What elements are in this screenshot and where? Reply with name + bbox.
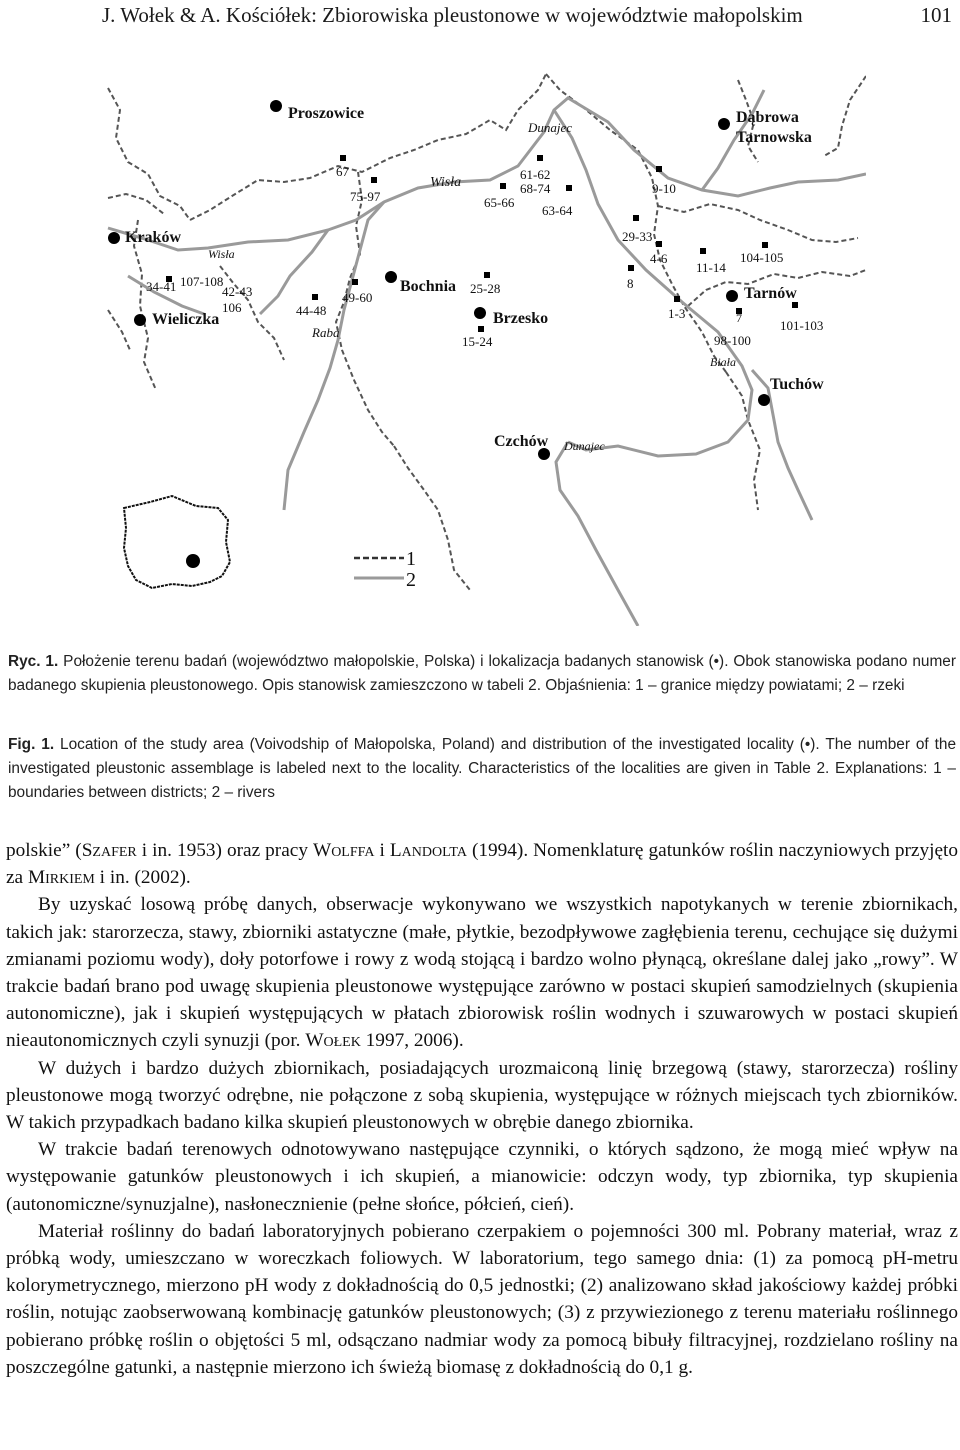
text-run: polskie” ( bbox=[6, 840, 82, 861]
page-number: 101 bbox=[920, 3, 952, 27]
river-label-wisla-west: Wisła bbox=[208, 247, 235, 261]
paragraph-1 bbox=[6, 837, 958, 891]
text-run: 1997, 2006). bbox=[360, 1030, 464, 1052]
site-marker bbox=[352, 279, 358, 285]
author-name: Wołek bbox=[305, 1030, 361, 1052]
town-marker-wieliczka bbox=[134, 314, 146, 326]
site-label: 49-60 bbox=[342, 290, 373, 305]
site-label: 9-10 bbox=[652, 181, 676, 196]
paragraph-4: W trakcie badań terenowych odnotowywano następujące czynniki, o których sądzono, że mogą mieć wpływ na występowanie gatunków pleustonowych i ich skupień, a mianowicie: odczyn wody, typ zbiornika, typ skupienia (autonomiczne/synuzjalne), nasłonecznienie (pełne słońce, półcień, cień). bbox=[6, 1139, 958, 1215]
town-marker-krakow bbox=[108, 232, 120, 244]
town-label-czchow: Czchów bbox=[494, 433, 549, 450]
running-title: J. Wołek & A. Kościółek: Zbiorowiska pleustonowe w województwie małopolskim bbox=[102, 3, 803, 27]
town-label-tuchow: Tuchów bbox=[770, 376, 824, 393]
site-marker bbox=[566, 185, 572, 191]
author-name: Szafer bbox=[81, 840, 137, 861]
site-marker bbox=[484, 272, 490, 278]
author-name: Mirkiem bbox=[27, 867, 95, 889]
town-label-krakow: Kraków bbox=[125, 229, 181, 246]
caption-label-pl: Ryc. 1. bbox=[8, 653, 59, 670]
site-marker bbox=[792, 302, 798, 308]
site-marker bbox=[340, 155, 346, 161]
site-label: 44-48 bbox=[296, 303, 327, 318]
site-label: 106 bbox=[222, 300, 242, 315]
author-name: Wolffa bbox=[313, 840, 375, 861]
site-label: 34-41 bbox=[146, 279, 177, 294]
site-label: 1-3 bbox=[668, 306, 686, 321]
text-run: (1994). Nomenklaturę gatunków roślin naczyniowych przyjęto za bbox=[6, 840, 959, 889]
legend-label-2: 2 bbox=[406, 569, 416, 591]
town-label-tarnow: Tarnów bbox=[744, 285, 797, 302]
poland-inset-marker bbox=[186, 554, 200, 568]
site-label: 67 bbox=[336, 164, 349, 179]
text-run: i bbox=[374, 840, 390, 861]
town-marker-dabrowa bbox=[718, 118, 730, 130]
site-marker bbox=[762, 242, 768, 248]
paragraph-2 bbox=[6, 891, 958, 1054]
site-marker bbox=[371, 177, 377, 183]
text-run: By uzyskać losową próbę danych, obserwacje wykonywano we wszystkich napotykanych w terenie zbiornikach, takich jak: starorzecza, stawy, zbiorniki astatyczne (małe, płytkie, bezodpływowe zagłębienia terenu, cechujące się dużymi zmianami poziomu wody), doły potorfowe i rowy z wodą stojącą i bardzo wolno płynącą, określane dalej jako „rowy”. W trakcie badań brano pod uwagę skupienia pleustonowe występujące zarówno w postaci skupień samodzielnych (skupienia autonomiczne), jak i skupień występujących w płatach zbiorowisk roślin wodnych i szuwarowych w postaci skupień nieautonomicznych czyli synuzji (por. bbox=[6, 894, 958, 1052]
town-marker-tarnow bbox=[726, 290, 738, 302]
site-label: 107-108 bbox=[180, 274, 224, 289]
author-name: Landolta bbox=[389, 840, 467, 861]
site-marker bbox=[312, 294, 318, 300]
town-label-proszowice: Proszowice bbox=[288, 105, 365, 122]
river-label-biala: Biała bbox=[710, 355, 736, 369]
town-label-dabrowa-1: Dąbrowa bbox=[736, 109, 799, 126]
site-marker bbox=[633, 215, 639, 221]
map-svg bbox=[98, 70, 866, 626]
town-label-wieliczka: Wieliczka bbox=[152, 311, 220, 328]
text-run: i in. (2002). bbox=[94, 867, 191, 889]
river-label-dunajec-south: Dunajec bbox=[564, 439, 605, 453]
river-label-dunajec-north: Dunajec bbox=[528, 120, 573, 135]
site-label: 4-6 bbox=[650, 251, 668, 266]
caption-label-en: Fig. 1. bbox=[8, 736, 55, 753]
site-label: 75-97 bbox=[350, 189, 381, 204]
site-marker bbox=[674, 296, 680, 302]
site-label: 42-43 bbox=[222, 284, 253, 299]
figure-caption-polish bbox=[8, 650, 956, 698]
legend-label-1: 1 bbox=[406, 548, 416, 570]
site-label: 29-33 bbox=[622, 229, 653, 244]
caption-text-en: Location of the study area (Voivodship of Małopolska, Poland) and distribution of the investigated locality (•). The number of the investigated pleustonic assemblage is labeled next to the locality. Characteristics of the localities are given in Table 2. Explanations: 1 – boundaries between districts; 2 – rivers bbox=[8, 736, 956, 801]
site-marker bbox=[700, 248, 706, 254]
site-label: 98-100 bbox=[714, 333, 751, 348]
site-label: 11-14 bbox=[696, 260, 726, 275]
town-marker-bochnia bbox=[385, 271, 397, 283]
river-label-wisla-east: Wisła bbox=[430, 175, 462, 190]
running-header bbox=[102, 2, 952, 28]
site-marker bbox=[478, 326, 484, 332]
town-label-brzesko: Brzesko bbox=[493, 310, 549, 327]
site-label: 61-62 bbox=[520, 167, 551, 182]
site-label: 7 bbox=[736, 311, 742, 325]
town-marker-tuchow bbox=[758, 394, 770, 406]
body-text bbox=[6, 837, 958, 1381]
paragraph-3: W dużych i bardzo dużych zbiornikach, posiadających urozmaiconą linię brzegową (stawy, starorzecza) rośliny pleustonowe mogą tworzyć odrębne, nie połączone z sobą skupienia, występujące w różnych miejscach tych zbiorników. W takich przypadkach badano kilka skupień pleustonowych w obrębie danego zbiornika. bbox=[6, 1057, 958, 1134]
site-label: 101-103 bbox=[780, 318, 824, 333]
town-marker-proszowice bbox=[270, 100, 282, 112]
site-label: 68-74 bbox=[520, 181, 551, 196]
poland-inset-outline bbox=[124, 496, 230, 588]
site-label: 63-64 bbox=[542, 203, 573, 218]
site-label: 8 bbox=[627, 276, 634, 291]
figure-caption-english bbox=[8, 733, 956, 805]
town-label-bochnia: Bochnia bbox=[400, 278, 457, 295]
text-run: i in. 1953) oraz pracy bbox=[136, 840, 313, 861]
site-marker bbox=[628, 265, 634, 271]
town-label-dabrowa-2: Tarnowska bbox=[736, 129, 812, 146]
study-sites bbox=[146, 155, 823, 349]
river-label-raba: Raba bbox=[312, 325, 340, 340]
site-label: 25-28 bbox=[470, 281, 501, 296]
paragraph-5: Materiał roślinny do badań laboratoryjnych pobierano czerpakiem o pojemności 300 ml. Pobrany materiał, wraz z próbką wody, umieszczano w woreczkach foliowych. W laboratorium, tego samego dnia: (1) za pomocą pH-metru kolorymetrycznego, mierzono pH wody z dokładnością do 0,5 jednostki; (2) analizowano skład jakościowy każdej próbki roślin, notując zaobserwowaną kombinację gatunków pleustonowych; (3) z przywiezionego z terenu materiału roślinnego pobierano próbkę roślin o objętości 5 ml, odsączano nadmiar wody za pomocą bibuły filtracyjnej, rozdzielano rośliny na poszczególne gatunki, a następnie mierzono ich świeżą biomasę z dokładnością do 0,1 g. bbox=[6, 1220, 958, 1378]
site-label: 15-24 bbox=[462, 334, 493, 349]
rivers bbox=[108, 90, 866, 626]
site-label: 104-105 bbox=[740, 250, 784, 265]
study-area-map bbox=[98, 70, 866, 626]
site-marker bbox=[500, 183, 506, 189]
town-marker-brzesko bbox=[474, 307, 486, 319]
site-label: 65-66 bbox=[484, 195, 515, 210]
site-marker bbox=[656, 241, 662, 247]
site-marker bbox=[656, 166, 662, 172]
caption-text-pl: Położenie terenu badań (województwo małopolskie, Polska) i lokalizacja badanych stanowisk (•). Obok stanowiska podano numer badanego skupienia pleustonowego. Opis stanowisk zamieszczono w tabeli 2. Objaśnienia: 1 – granice między powiatami; 2 – rzeki bbox=[8, 653, 956, 694]
district-boundaries bbox=[108, 74, 866, 590]
site-marker bbox=[537, 155, 543, 161]
